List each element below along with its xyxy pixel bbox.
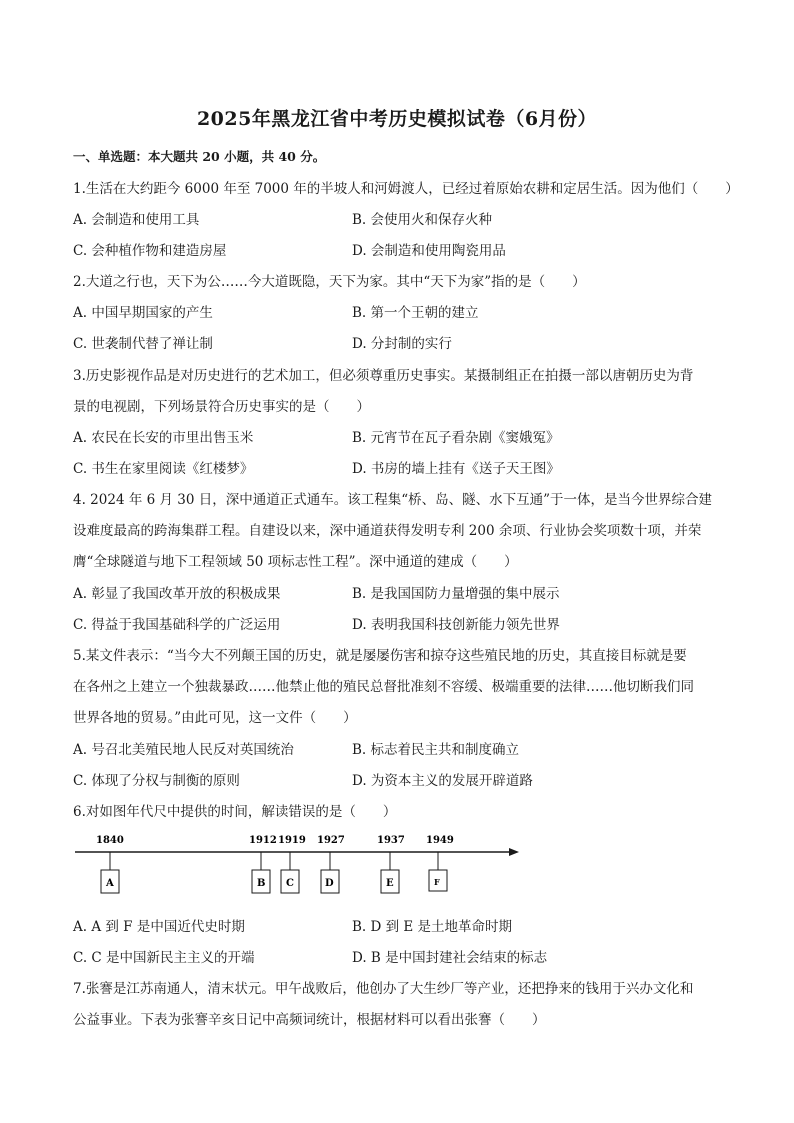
question-6-option-d: D. B 是中国封建社会结束的标志 <box>352 950 548 966</box>
question-5-option-c: C. 体现了分权与制衡的原则 <box>73 773 240 789</box>
timeline-label: E <box>386 878 394 889</box>
question-5-option-b: B. 标志着民主共和制度确立 <box>352 742 520 758</box>
question-6-option-c: C. C 是中国新民主主义的开端 <box>73 950 255 966</box>
question-2-option-b: B. 第一个王朝的建立 <box>352 305 479 321</box>
question-6-option-b: B. D 到 E 是土地革命时期 <box>352 919 513 935</box>
question-1-option-a: A. 会制造和使用工具 <box>73 212 200 228</box>
timeline-label: D <box>325 878 334 889</box>
question-1-option-d: D. 会制造和使用陶瓷用品 <box>352 243 506 259</box>
timeline-label: C <box>286 878 294 889</box>
question-6-line-1: 6.对如图年代尺中提供的时间，解读错误的是（ ） <box>73 804 397 820</box>
question-4-option-c: C. 得益于我国基础科学的广泛运用 <box>73 617 281 633</box>
timeline-year: 1937 <box>377 835 405 846</box>
timeline-arrow-icon <box>509 848 519 856</box>
question-1-option-c: C. 会种植作物和建造房屋 <box>73 243 227 259</box>
question-7-line-2: 公益事业。下表为张謇辛亥日记中高频词统计，根据材料可以看出张謇（ ） <box>73 1012 546 1028</box>
timeline-label: A <box>106 878 114 889</box>
question-2-option-d: D. 分封制的实行 <box>352 336 452 352</box>
question-3-line-2: 景的电视剧，下列场景符合历史事实的是（ ） <box>73 399 370 415</box>
question-5-line-1: 5.某文件表示：“当今大不列颠王国的历史，就是屡屡伤害和掠夺这些殖民地的历史，其直接目标就是要 <box>73 648 687 664</box>
question-5-line-2: 在各州之上建立一个独裁暴政……他禁止他的殖民总督批准刻不容缓、极端重要的法律……他切断我们同 <box>73 679 694 695</box>
question-5-option-d: D. 为资本主义的发展开辟道路 <box>352 773 533 789</box>
question-3-option-a: A. 农民在长安的市里出售玉米 <box>73 430 254 446</box>
question-4-line-2: 设难度最高的跨海集群工程。自建设以来，深中通道获得发明专利 200 余项、行业协会奖项数十项，并荣 <box>73 523 702 539</box>
question-4-line-3: 膺“全球隧道与地下工程领域 50 项标志性工程”。深中通道的建成（ ） <box>73 554 518 570</box>
question-4-option-b: B. 是我国国防力量增强的集中展示 <box>352 586 560 602</box>
question-7-line-1: 7.张謇是江苏南通人，清末状元。甲午战败后，他创办了大生纱厂等产业，还把挣来的钱用于兴办文化和 <box>73 981 694 997</box>
section-heading: 一、单选题：本大题共 20 小题，共 40 分。 <box>73 149 326 164</box>
page-title: 2025年黑龙江省中考历史模拟试卷（6月份） <box>196 108 598 130</box>
question-4-option-a: A. 彰显了我国改革开放的积极成果 <box>73 586 281 602</box>
timeline-label: B <box>257 878 266 889</box>
timeline-year: 1927 <box>317 835 345 846</box>
question-2-option-a: A. 中国早期国家的产生 <box>73 305 213 321</box>
question-3-option-c: C. 书生在家里阅读《红楼梦》 <box>73 461 254 477</box>
question-1-option-b: B. 会使用火和保存火种 <box>352 212 493 228</box>
timeline-figure <box>73 828 523 898</box>
timeline-label: F <box>434 877 440 887</box>
timeline-year: 1912 <box>249 835 277 846</box>
question-2-line-1: 2.大道之行也，天下为公……今大道既隐，天下为家。其中“天下为家”指的是（ ） <box>73 274 586 290</box>
timeline-year: 1949 <box>426 835 454 846</box>
timeline-year: 1919 <box>278 835 306 846</box>
timeline-year: 1840 <box>96 835 124 846</box>
question-5-option-a: A. 号召北美殖民地人民反对英国统治 <box>73 742 294 758</box>
question-1-line-1: 1.生活在大约距今 6000 年至 7000 年的半坡人和河姆渡人，已经过着原始农耕和定居生活。因为他们（ ） <box>73 181 739 197</box>
question-3-option-b: B. 元宵节在瓦子看杂剧《窦娥冤》 <box>352 430 560 446</box>
question-4-option-d: D. 表明我国科技创新能力领先世界 <box>352 617 560 633</box>
question-5-line-3: 世界各地的贸易。”由此可见，这一文件（ ） <box>73 710 357 726</box>
question-4-line-1: 4. 2024 年 6 月 30 日，深中通道正式通车。该工程集“桥、岛、隧、水下互通”于一体，是当今世界综合建 <box>73 492 713 508</box>
question-2-option-c: C. 世袭制代替了禅让制 <box>73 336 213 352</box>
question-6-option-a: A. A 到 F 是中国近代史时期 <box>73 919 245 935</box>
question-3-option-d: D. 书房的墙上挂有《送子天王图》 <box>352 461 560 477</box>
question-3-line-1: 3.历史影视作品是对历史进行的艺术加工，但必须尊重历史事实。某摄制组正在拍摄一部以唐朝历史为背 <box>73 368 694 384</box>
